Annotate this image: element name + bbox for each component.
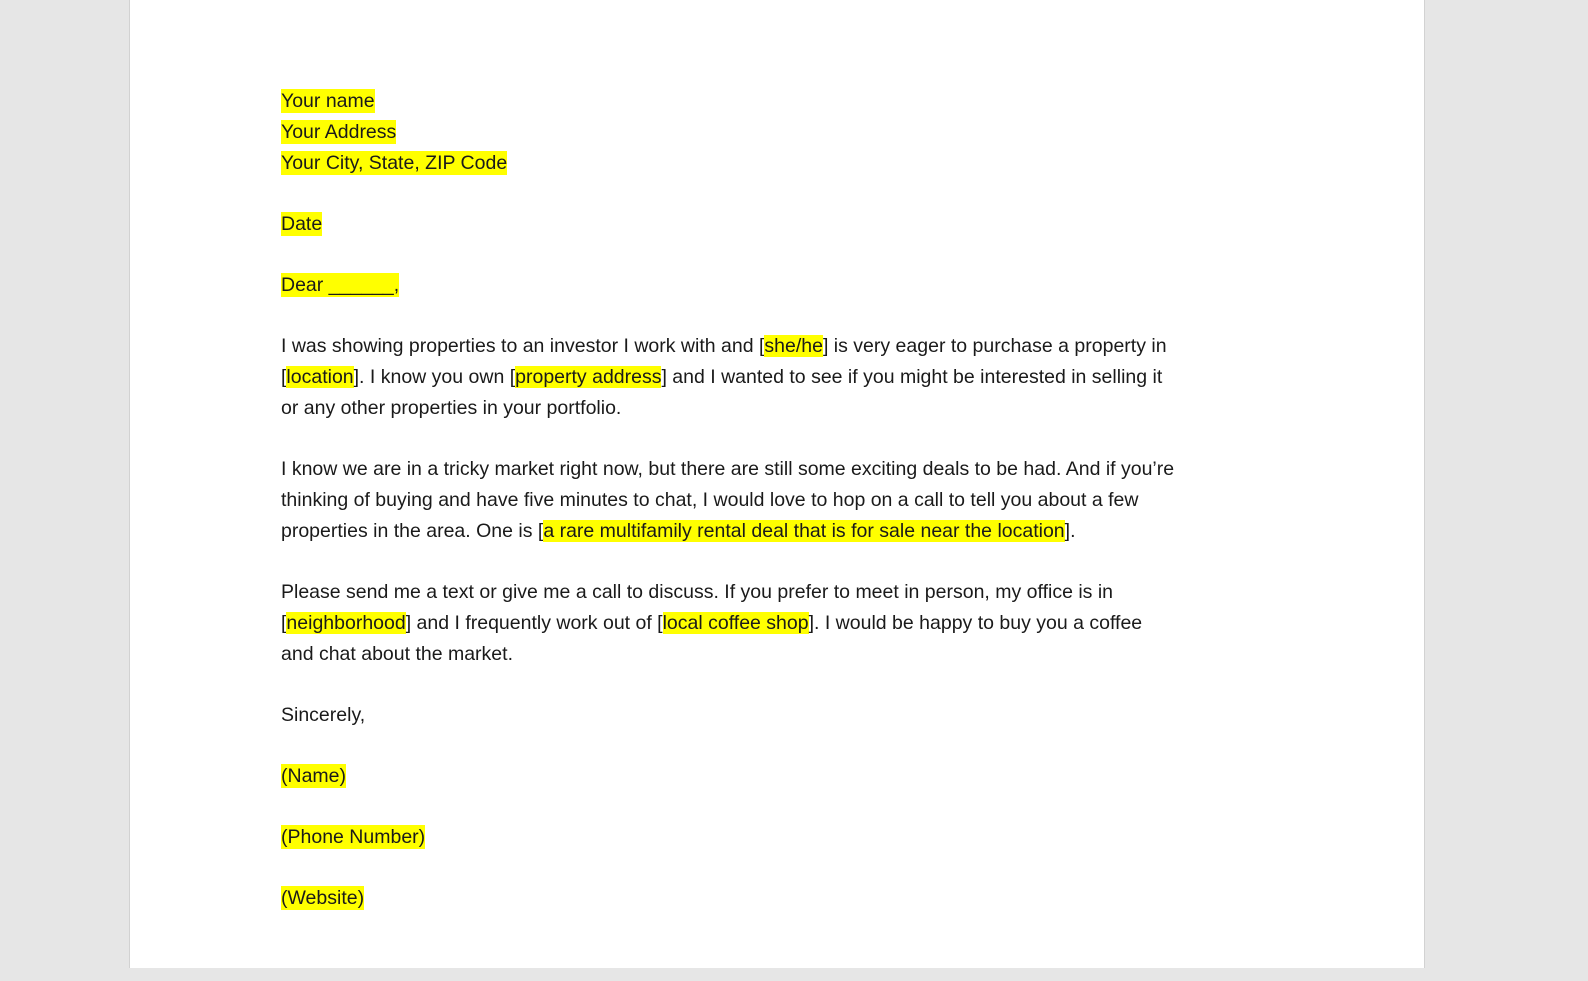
letter-body[interactable] (281, 86, 1281, 914)
placeholder-property-address: property address (515, 366, 662, 388)
placeholder-coffee-shop: local coffee shop (662, 612, 809, 634)
paragraph-2-text: properties in the area. One is [ (281, 520, 544, 542)
paragraph-1-text: [ (281, 366, 287, 388)
paragraph-1-text: ] is very eager to purchase a property in (822, 335, 1167, 357)
placeholder-pronoun: she/he (764, 335, 823, 357)
paragraph-2-line: I know we are in a tricky market right now, but there are still some exciting deals to be had. And if you’re (281, 458, 1175, 480)
paragraph-2-line: thinking of buying and have five minutes to chat, I would love to hop on a call to tell you about a few (281, 489, 1139, 511)
paragraph-2-text: ]. (1064, 520, 1076, 542)
paragraph-1 (281, 331, 1281, 424)
paragraph-3-text: [ (281, 612, 287, 634)
paragraph-3-text: ] and I frequently work out of [ (405, 612, 663, 634)
sender-address: Your Address (281, 121, 397, 143)
paragraph-3-line: and chat about the market. (281, 643, 513, 665)
paragraph-3 (281, 577, 1281, 670)
closing: Sincerely, (281, 704, 366, 726)
signature-website: (Website) (281, 887, 365, 909)
document-page (129, 0, 1425, 968)
paragraph-1-text: ] and I wanted to see if you might be interested in selling it (661, 366, 1163, 388)
salutation-line (281, 270, 1281, 301)
paragraph-1-text: ]. I know you own [ (353, 366, 516, 388)
salutation: Dear ______, (281, 274, 400, 296)
paragraph-3-text: ]. I would be happy to buy you a coffee (808, 612, 1143, 634)
sender-block (281, 86, 1281, 179)
sender-name: Your name (281, 90, 375, 112)
signature-phone: (Phone Number) (281, 826, 426, 848)
placeholder-location: location (286, 366, 354, 388)
sender-city-state-zip: Your City, State, ZIP Code (281, 152, 508, 174)
placeholder-neighborhood: neighborhood (286, 612, 406, 634)
paragraph-2 (281, 454, 1281, 547)
date-line (281, 209, 1281, 240)
date-placeholder: Date (281, 213, 323, 235)
window-bottom-edge (0, 968, 1588, 981)
placeholder-deal: a rare multifamily rental deal that is for sale near the location (543, 520, 1065, 542)
signature-name: (Name) (281, 765, 347, 787)
paragraph-1-text: or any other properties in your portfolio. (281, 397, 622, 419)
paragraph-1-text: I was showing properties to an investor I work with and [ (281, 335, 765, 357)
paragraph-3-line: Please send me a text or give me a call to discuss. If you prefer to meet in person, my office is in (281, 581, 1114, 603)
